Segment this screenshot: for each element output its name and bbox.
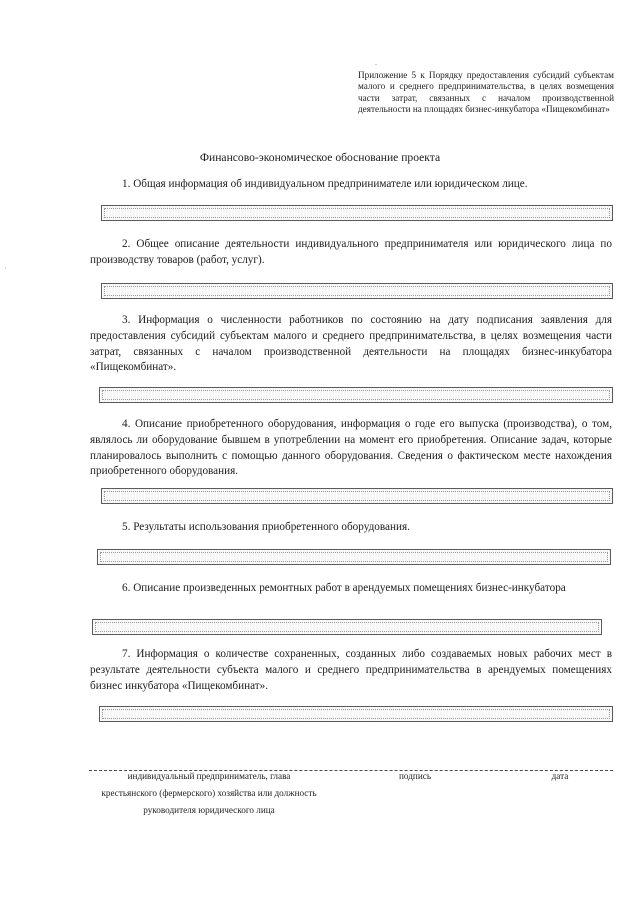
section-text: 1. Общая информация об индивидуальном предпринимателе или юридическом лице.: [122, 178, 528, 190]
section-text: 7. Информация о количестве сохраненных, созданных либо создаваемых новых рабочих мест в результате деятельности субъекта малого и среднего предпринимательства в арендуемых помещениях бизнес инкубатора «Пищекомбинат».: [90, 648, 612, 692]
section-2: [90, 237, 612, 269]
section-7: [90, 647, 612, 694]
section-text: 6. Описание произведенных ремонтных работ в арендуемых помещениях бизнес-инкубатора: [122, 582, 566, 594]
section-1-input-field[interactable]: [101, 205, 613, 221]
signature-label: подпись: [398, 771, 432, 781]
section-text: 3. Информация о численности работников по состоянию на дату подписания заявления для предоставления субсидий субъектам малого и среднего предпринимательства, в целях возмещения части затрат, связанных с началом производственной деятельности на площадях бизнес-инкубатора «Пищекомбинат».: [90, 314, 612, 374]
section-4: [90, 417, 612, 480]
section-6-input-field[interactable]: [92, 619, 602, 635]
section-5-input-field[interactable]: [97, 549, 611, 565]
section-2-input-field[interactable]: [101, 283, 613, 299]
section-text: 5. Результаты использования приобретенного оборудования.: [122, 521, 410, 533]
scan-mark: .: [375, 58, 377, 67]
section-6: [90, 581, 612, 597]
section-3-input-field[interactable]: [99, 387, 613, 403]
document-title: Финансово-экономическое обоснование проекта: [199, 151, 441, 164]
section-1: [90, 177, 612, 193]
signatory-role-label: индивидуальный предприниматель, глава крестьянского (фермерского) хозяйства или должность руководителя юридического лица: [101, 771, 317, 815]
section-text: 4. Описание приобретенного оборудования, информация о годе его выпуска (производства), о том, являлось ли оборудование бывшем в употреблении на момент его приобретения. Описание задач, которые планировалось выполнить с помощью данного оборудования. Сведения о фактическом месте нахождения приобретенного оборудования.: [90, 418, 612, 478]
section-5: [90, 520, 612, 536]
scan-mark: ·: [4, 264, 7, 273]
section-text: 2. Общее описание деятельности индивидуального предпринимателя или юридического лица по производству товаров (работ, услуг).: [90, 238, 612, 266]
section-7-input-field[interactable]: [99, 706, 613, 722]
date-label: дата: [551, 771, 569, 781]
section-3: [90, 313, 612, 376]
appendix-note: Приложение 5 к Порядку предоставления субсидий субъектам малого и среднего предпринимательства, в целях возмещения части затрат, связанных с началом производственной деятельности на площадях бизнес-инкубатора «Пищекомбинат»: [358, 70, 614, 115]
section-4-input-field[interactable]: [101, 488, 613, 504]
